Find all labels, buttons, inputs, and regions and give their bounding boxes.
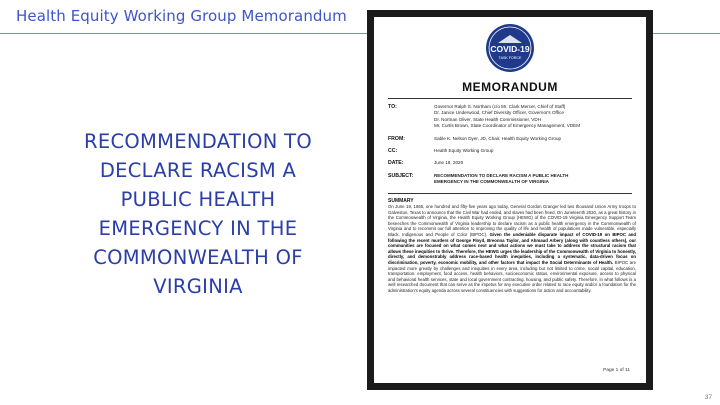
from-value: Sable K. Nelson Dyer, JD, Chair, Health Equity Working Group bbox=[434, 135, 562, 141]
subject-line: RECOMMENDATION TO DECLARE RACISM A PUBLIC HEALTH bbox=[434, 172, 569, 178]
summary-bold-text: Given the undeniable disparate impact of COVID-19 on BIPOC and following the recent murders of George Floyd, Breonna Taylor, and Ahmaud Arbery (along with countless others), our communities are focused on what comes next and what actions we must take to address the structural racism that allows these inequities to thrive. Therefore, the HEWG urges the leadership of the Commonwealth of Virginia to honestly, directly, and demonstrably address race-based health inequities, including a systematic, data-driven focus on discrimination, poverty, economic mobility, and other factors that impact the Social Determinants of Health. bbox=[388, 231, 637, 265]
cc-label: CC: bbox=[388, 148, 398, 155]
subject-value bbox=[434, 173, 568, 186]
memo-field-date bbox=[388, 160, 636, 166]
summary-heading: SUMMARY bbox=[388, 198, 414, 204]
memorandum-document bbox=[367, 10, 653, 390]
cc-value: Health Equity Working Group bbox=[434, 148, 494, 154]
memo-title: MEMORANDUM bbox=[462, 80, 558, 94]
seal-top-text: COVID-19 bbox=[490, 44, 530, 54]
date-value: June 19, 2020 bbox=[434, 160, 464, 166]
heading-line: DECLARE RACISM A bbox=[99, 159, 297, 182]
memo-field-from bbox=[388, 136, 636, 142]
summary-divider bbox=[388, 193, 632, 194]
to-line: Governor Ralph S. Northam (c/o Mr. Clark Mercer, Chief of Staff) bbox=[434, 104, 566, 109]
heading-line: PUBLIC HEALTH bbox=[120, 188, 276, 211]
memo-title-divider bbox=[388, 98, 632, 99]
subject-label: SUBJECT: bbox=[388, 172, 414, 179]
covid-task-force-seal-icon bbox=[485, 23, 535, 73]
seal-bottom-text: TASK FORCE bbox=[498, 56, 522, 60]
summary-paragraph-1: On June 19, 1865, one hundred and fifty-five years ago today, General Gordon Granger led two thousand Union Army troops to Galveston, Texas to announce that the Civil War had ended, and slaves had been freed. On Juneteenth 2020, as a great history in the Commonwealth of Virginia, the Health Equity Working Group (HEWG) of the COVID-19 Virginia Emergency Support Team beseeches the Commonwealth of Virginia leadership to declare racism as a public health emergency in the Commonwealth of Virginia and to recommit our full attention to improving the quality of life and health of populations made vulnerable, especially Black, Indigenous and People of Color (BIPOC). bbox=[388, 204, 636, 237]
to-value bbox=[434, 104, 580, 130]
main-heading bbox=[52, 127, 344, 301]
memo-page-number: Page 1 of 11 bbox=[603, 368, 630, 373]
date-label: DATE: bbox=[388, 160, 404, 167]
subject-line: EMERGENCY IN THE COMMONWEALTH OF VIRGINIA bbox=[434, 179, 549, 185]
heading-line: EMERGENCY IN THE bbox=[98, 217, 298, 240]
heading-line: COMMONWEALTH OF bbox=[93, 246, 303, 269]
memo-field-subject bbox=[388, 173, 636, 186]
memo-summary bbox=[388, 198, 636, 294]
summary-body bbox=[388, 204, 636, 294]
heading-line: RECOMMENDATION TO bbox=[83, 130, 313, 153]
from-label: FROM: bbox=[388, 135, 405, 142]
memo-field-to bbox=[388, 104, 636, 130]
memorandum-page bbox=[374, 17, 646, 383]
to-label: TO: bbox=[388, 104, 397, 110]
heading-line: VIRGINIA bbox=[153, 275, 243, 298]
memo-field-cc bbox=[388, 148, 636, 154]
to-line: Mr. Curtis Brown, State Coordinator of Emergency Management, VDEM bbox=[434, 123, 581, 129]
summary-paragraph-2: BIPOC are impacted more greatly by challenges and inequities in every area, including but not limited to crime, social capital, education, transportation, employment, food access, health behaviors, socioeconomic status, environmental exposure, access to physical and behavioral health services, state and local government contracting, housing, and public safety. Therefore, in what follows is a well researched document that can serve as the impetus for any executive order related to race equity and/or a foundation for the administration's equity agenda across several constituencies with suggestions for action and accountability. bbox=[388, 259, 637, 293]
to-line: Dr. Norman Oliver, State Health Commissioner, VDH bbox=[434, 116, 541, 122]
header-title: Health Equity Working Group Memorandum bbox=[16, 7, 347, 25]
to-line: Dr. Janice Underwood, Chief Diversity Officer, Governor's Office bbox=[434, 110, 564, 116]
slide-number: 37 bbox=[704, 394, 712, 401]
memo-fields bbox=[388, 104, 636, 192]
